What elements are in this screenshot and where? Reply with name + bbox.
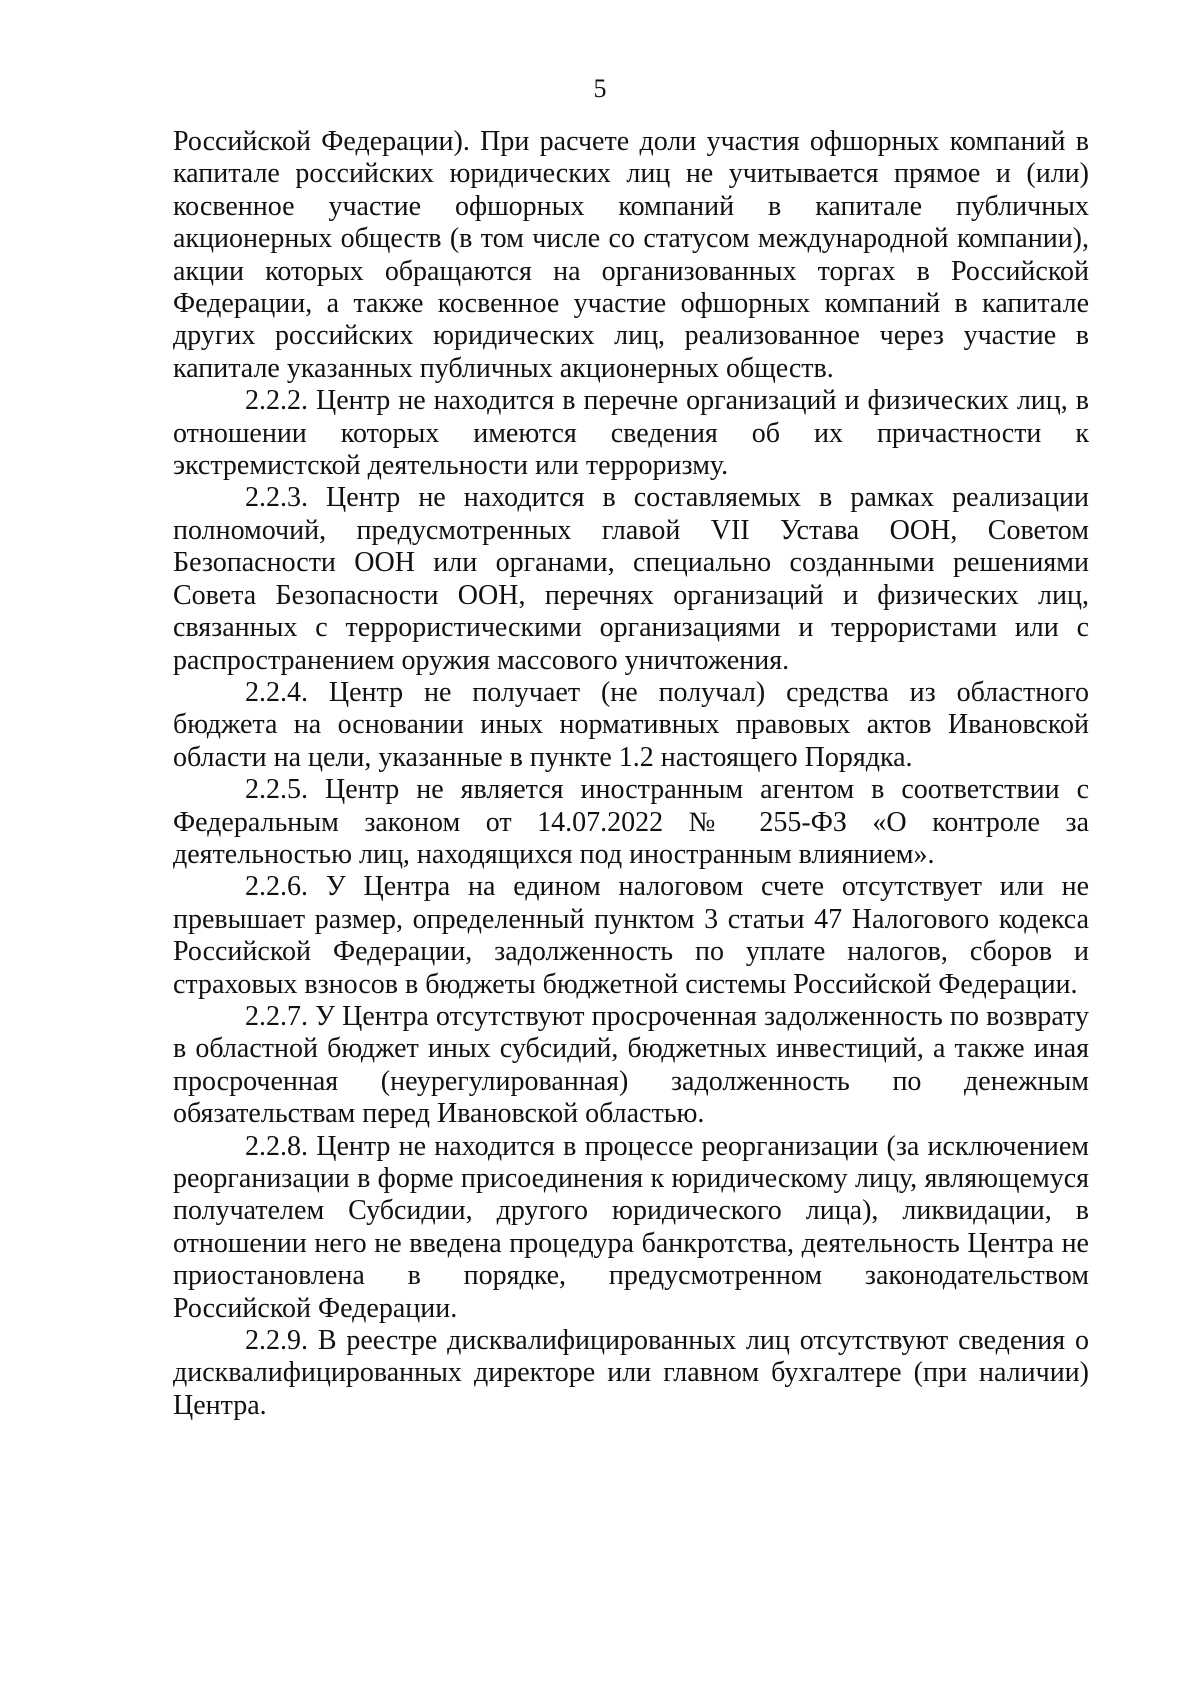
paragraph-2-2-3: 2.2.3. Центр не находится в составляемых в рамках реализации полномочий, предусмотренных главой VII Устава ООН, Советом Безопасности ООН или органами, специально созданными решениями Совета Безопасности ООН, перечнях организаций и физических лиц, связанных с террористическими организациями и террористами или с распространением оружия массового уничтожения. xyxy=(173,482,1089,676)
paragraph-continuation: Российской Федерации). При расчете доли участия офшорных компаний в капитале российских юридических лиц не учитывается прямое и (или) косвенное участие офшорных компаний в капитале публичных акционерных обществ (в том числе со статусом международной компании), акции которых обращаются на организованных торгах в Российской Федерации, а также косвенное участие офшорных компаний в капитале других российских юридических лиц, реализованное через участие в капитале указанных публичных акционерных обществ. xyxy=(173,126,1089,384)
paragraph-2-2-6: 2.2.6. У Центра на едином налоговом счете отсутствует или не превышает размер, определенный пунктом 3 статьи 47 Налогового кодекса Российской Федерации, задолженность по уплате налогов, сборов и страховых взносов в бюджеты бюджетной системы Российской Федерации. xyxy=(173,871,1089,1000)
paragraph-2-2-8: 2.2.8. Центр не находится в процессе реорганизации (за исключением реорганизации в форме присоединения к юридическому лицу, являющемуся получателем Субсидии, другого юридического лица), ликвидации, в отношении него не введена процедура банкротства, деятельность Центра не приостановлена в порядке, предусмотренном законодательством Российской Федерации. xyxy=(173,1130,1089,1324)
page-number: 5 xyxy=(593,74,607,103)
paragraph-2-2-5: 2.2.5. Центр не является иностранным агентом в соответствии с Федеральным законом от 14.07.2022 № 255-ФЗ «О контроле за деятельностью лиц, находящихся под иностранным влиянием». xyxy=(173,774,1089,870)
paragraph-2-2-9: 2.2.9. В реестре дисквалифицированных лиц отсутствуют сведения о дисквалифицированных директоре или главном бухгалтере (при наличии) Центра. xyxy=(173,1325,1089,1421)
paragraph-2-2-2: 2.2.2. Центр не находится в перечне организаций и физических лиц, в отношении которых имеются сведения об их причастности к экстремистской деятельности или терроризму. xyxy=(173,385,1089,482)
paragraph-2-2-4: 2.2.4. Центр не получает (не получал) средства из областного бюджета на основании иных нормативных правовых актов Ивановской области на цели, указанные в пункте 1.2 настоящего Порядка. xyxy=(173,676,1089,773)
document-body xyxy=(173,126,1089,1422)
paragraph-2-2-7: 2.2.7. У Центра отсутствуют просроченная задолженность по возврату в областной бюджет иных субсидий, бюджетных инвестиций, а также иная просроченная (неурегулированная) задолженность по денежным обязательствам перед Ивановской областью. xyxy=(173,1000,1089,1130)
